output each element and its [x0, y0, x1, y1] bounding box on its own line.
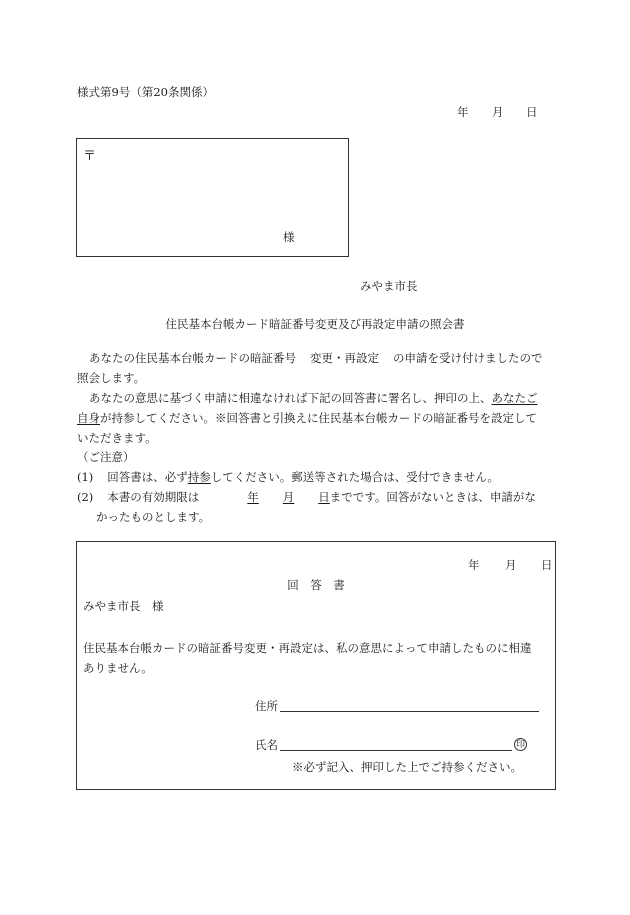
note-1-text-b: してください。郵送等された場合は、受付できません。 — [210, 470, 499, 484]
note-1 — [77, 469, 499, 485]
note-2-text-b: までです。回答がないときは、申請がな — [329, 490, 536, 504]
address-label: 住所 — [255, 699, 278, 713]
p1-text-c: の申請を受け付けましたので — [393, 351, 543, 365]
reply-statement-line-1: 住民基本台帳カードの暗証番号変更・再設定は、私の意思によって申請したものに相違 — [83, 641, 532, 655]
note-1-text-a: 回答書は、必ず — [107, 470, 188, 484]
note-2-continuation: かったものとします。 — [96, 510, 211, 524]
reply-note: ※必ず記入、押印した上でご持参ください。 — [292, 760, 522, 774]
note-2-year: 年 — [247, 490, 259, 504]
name-field-line[interactable] — [280, 750, 512, 751]
p2-underlined-2: 自身 — [77, 411, 100, 425]
note-2-number: (2) — [77, 490, 94, 504]
reply-date-day: 日 — [541, 558, 553, 572]
postal-mark: 〒 — [83, 149, 97, 164]
body-paragraph-1 — [77, 348, 555, 388]
p2-underlined-1: あなたご — [491, 391, 538, 405]
p2-text-b: が持参してください。※回答書と引換えに住民基本台帳カードの暗証番号を設定して — [100, 411, 537, 425]
reply-form-box — [76, 541, 556, 790]
name-label: 氏名 — [255, 738, 278, 752]
body-paragraph-2 — [77, 388, 555, 448]
reply-title: 回 答 書 — [287, 578, 345, 592]
date-day-label: 日 — [526, 105, 538, 119]
note-2 — [77, 489, 536, 505]
note-1-number: (1) — [77, 470, 94, 484]
document-title: 住民基本台帳カード暗証番号変更及び再設定申請の照会書 — [165, 317, 465, 331]
reply-date-month: 月 — [505, 558, 517, 572]
reply-addressee: みやま市長 様 — [83, 599, 164, 613]
date-year-label: 年 — [457, 105, 469, 119]
form-number: 様式第9号（第20条関係） — [77, 85, 214, 99]
p1-text-a: あなたの住民基本台帳カードの暗証番号 — [89, 351, 296, 365]
notes-heading: （ご注意） — [77, 450, 135, 464]
note-2-month: 月 — [282, 490, 295, 504]
reply-statement-line-2: ありません。 — [83, 661, 153, 675]
honorific-sama: 様 — [283, 230, 295, 244]
seal-mark-icon: 印 — [515, 740, 525, 750]
issuer: みやま市長 — [360, 279, 418, 293]
p1-text-d: 照会します。 — [77, 371, 146, 385]
p2-text-a: あなたの意思に基づく申請に相違なければ下記の回答書に署名し、押印の上、 — [89, 391, 492, 405]
reply-date-year: 年 — [468, 558, 480, 572]
p2-text-c: いただきます。 — [77, 431, 157, 445]
date-month-label: 月 — [492, 105, 504, 119]
note-2-day: 日 — [318, 490, 330, 504]
address-box — [76, 138, 349, 257]
p1-change-reset: 変更・再設定 — [310, 351, 379, 365]
note-1-underlined: 持参 — [187, 470, 211, 484]
note-2-text-a: 本書の有効期限は — [107, 490, 200, 504]
reply-statement — [83, 638, 553, 678]
address-field-line[interactable] — [280, 711, 539, 712]
